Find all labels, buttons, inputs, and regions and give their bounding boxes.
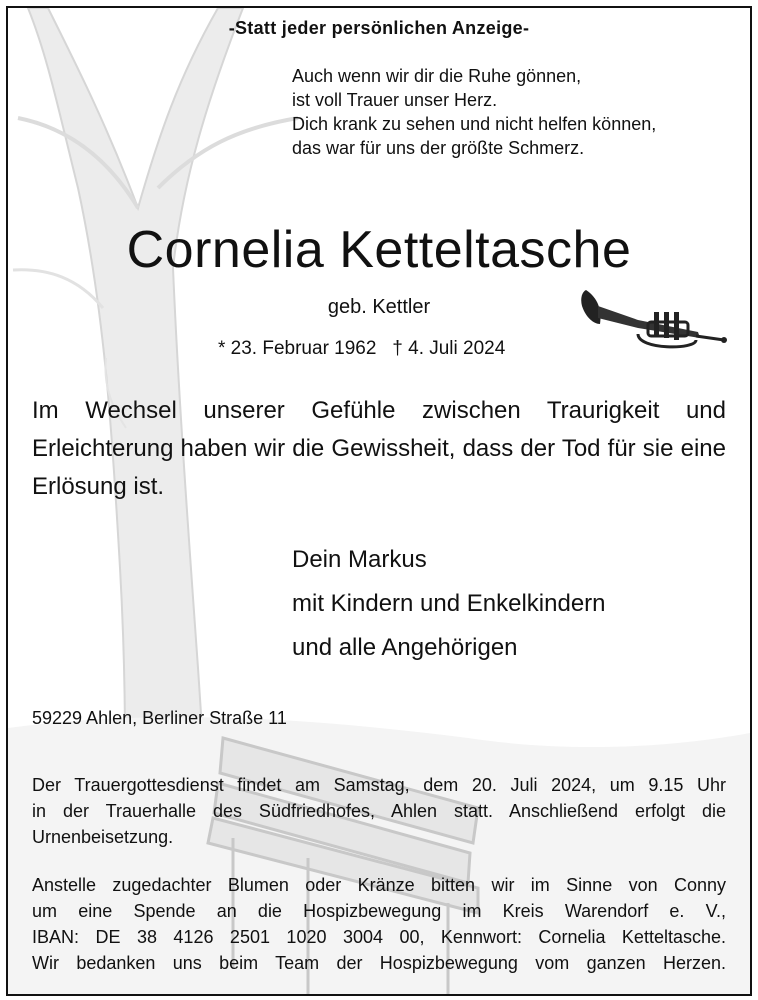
mourner-line: und alle Angehörigen (292, 634, 518, 661)
service-line: Urnenbeisetzung. (32, 827, 174, 847)
donation-line: Anstelle zugedachter Blumen oder Kränze bitten wir im Sinne von Conny (32, 875, 726, 895)
mourners-list (292, 538, 606, 670)
poem-line: ist voll Trauer unser Herz. (292, 90, 498, 110)
poem (292, 64, 656, 160)
family-address: 59229 Ahlen, Berliner Straße 11 (32, 708, 287, 728)
headline: -Statt jeder persönlichen Anzeige- (228, 18, 530, 38)
service-line: Der Trauergottesdienst findet am Samstag, dem 20. Juli 2024, um 9.15 Uhr (32, 775, 726, 795)
trumpet-icon (578, 284, 728, 364)
poem-line: Dich krank zu sehen und nicht helfen können, (292, 114, 657, 134)
donation-line: Wir bedanken uns beim Team der Hospizbewegung vom ganzen Herzen. (32, 953, 726, 973)
service-line: in der Trauerhalle des Südfriedhofes, Ahlen statt. Anschließend erfolgt die (32, 801, 726, 821)
deceased-name: Cornelia Ketteltasche (126, 221, 632, 279)
poem-line: das war für uns der größte Schmerz. (292, 138, 585, 158)
mourner-line: Dein Markus (292, 546, 427, 573)
life-dates: * 23. Februar 1962 † 4. Juli 2024 (218, 338, 506, 359)
donation-line: um eine Spende an die Hospizbewegung im Kreis Warendorf e. V., (32, 901, 726, 921)
condolence-quote: Im Wechsel unserer Gefühle zwischen Traurigkeit und Erleichterung haben wir die Gewissheit, dass der Tod für sie eine Erlösung ist. (32, 397, 726, 500)
mourner-line: mit Kindern und Enkelkindern (292, 590, 606, 617)
poem-line: Auch wenn wir dir die Ruhe gönnen, (292, 66, 582, 86)
obituary-notice (6, 6, 752, 996)
funeral-service-info (32, 772, 726, 850)
birth-name: geb. Kettler (327, 296, 431, 318)
donation-line: IBAN: DE 38 4126 2501 1020 3004 00, Kennwort: Cornelia Ketteltasche. (32, 927, 726, 947)
donation-request (32, 872, 726, 976)
